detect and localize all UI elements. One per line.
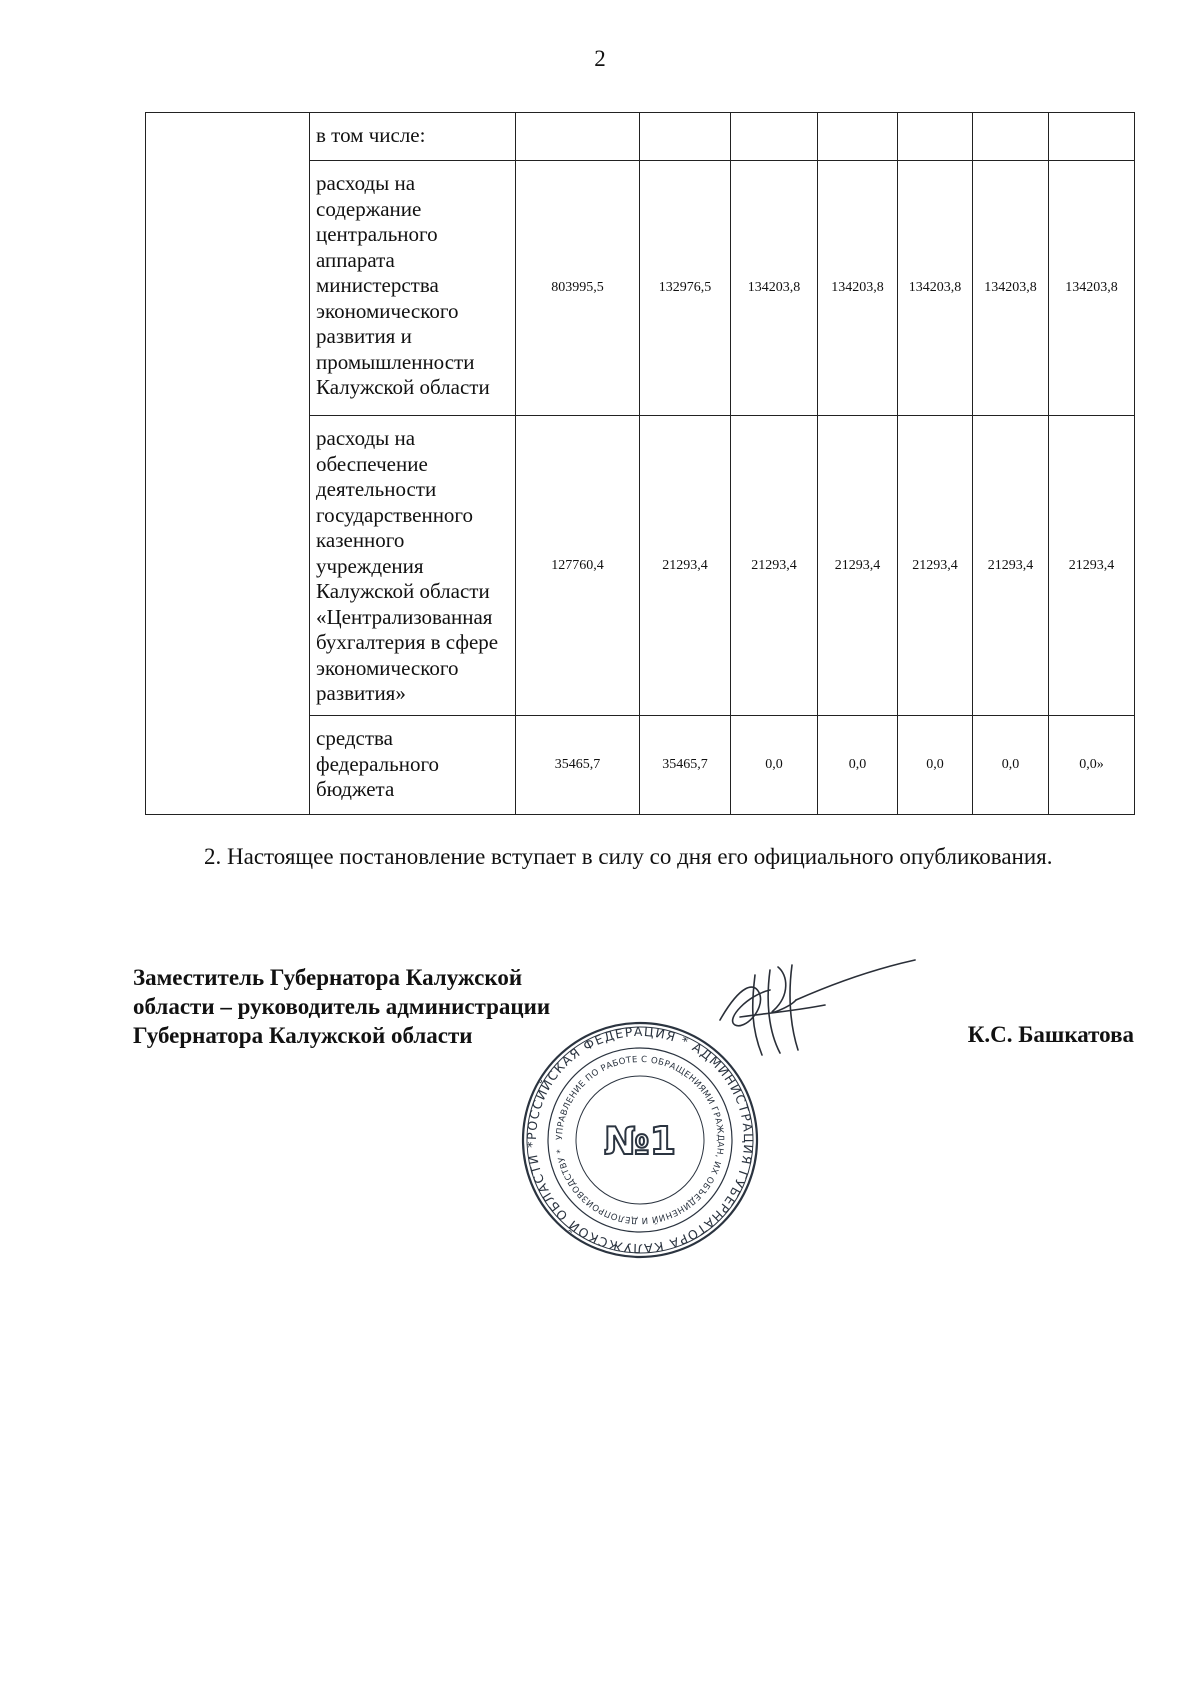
table-cell: 21293,4 [898,416,973,716]
table-cell: 134203,8 [818,161,898,416]
table-cell: 35465,7 [640,716,731,815]
table-cell [731,113,818,161]
signer-title-line: области – руководитель администрации [133,994,551,1019]
stamp-inner-text: УПРАВЛЕНИЕ ПО РАБОТЕ С ОБРАЩЕНИЯМИ ГРАЖДАН, ИХ ОБЪЕДИНЕНИЙ И ДЕЛОПРОИЗВОДСТВУ * [554,1054,726,1226]
table-cell: 21293,4 [731,416,818,716]
table-cell [973,113,1049,161]
signer-title-line: Губернатора Калужской области [133,1023,473,1048]
signer-title [133,963,550,1050]
official-stamp [520,1020,760,1265]
stamp-outer-text: РОССИЙСКАЯ ФЕДЕРАЦИЯ * АДМИНИСТРАЦИЯ ГУБЕРНАТОРА КАЛУЖСКОЙ ОБЛАСТИ * [523,1023,757,1257]
table-cell: 0,0 [898,716,973,815]
row-label: расходы на содержание центрального аппарата министерства экономического развития и промышленности Калужской области [310,161,516,416]
table-cell: 132976,5 [640,161,731,416]
row-label: в том числе: [310,113,516,161]
table-cell: 134203,8 [973,161,1049,416]
signer-title-line: Заместитель Губернатора Калужской [133,965,523,990]
table-cell: 134203,8 [1049,161,1135,416]
table-cell [640,113,731,161]
table-cell: 127760,4 [516,416,640,716]
table-cell [1049,113,1135,161]
budget-table [145,112,1135,815]
table-cell: 0,0 [731,716,818,815]
empty-first-column [146,113,310,815]
table-cell: 0,0» [1049,716,1135,815]
table-cell: 134203,8 [731,161,818,416]
table-cell: 21293,4 [640,416,731,716]
table-cell: 0,0 [973,716,1049,815]
table-cell [516,113,640,161]
row-label: расходы на обеспечение деятельности государственного казенного учреждения Калужской области «Централизованная бухгалтерия в сфере экономического развития» [310,416,516,716]
stamp-number: №1 [603,1119,677,1163]
table-cell [898,113,973,161]
page-number: 2 [594,46,606,71]
effective-date-paragraph: 2. Настоящее постановление вступает в силу со дня его официального опубликования. [204,844,1053,869]
table-cell: 803995,5 [516,161,640,416]
table-cell: 35465,7 [516,716,640,815]
row-label: средства федерального бюджета [310,716,516,815]
table-cell: 21293,4 [818,416,898,716]
table-cell: 21293,4 [973,416,1049,716]
table-cell [818,113,898,161]
signer-name: К.С. Башкатова [967,1022,1134,1047]
table-cell: 21293,4 [1049,416,1135,716]
table-cell: 134203,8 [898,161,973,416]
table-cell: 0,0 [818,716,898,815]
table-row [146,113,1135,161]
